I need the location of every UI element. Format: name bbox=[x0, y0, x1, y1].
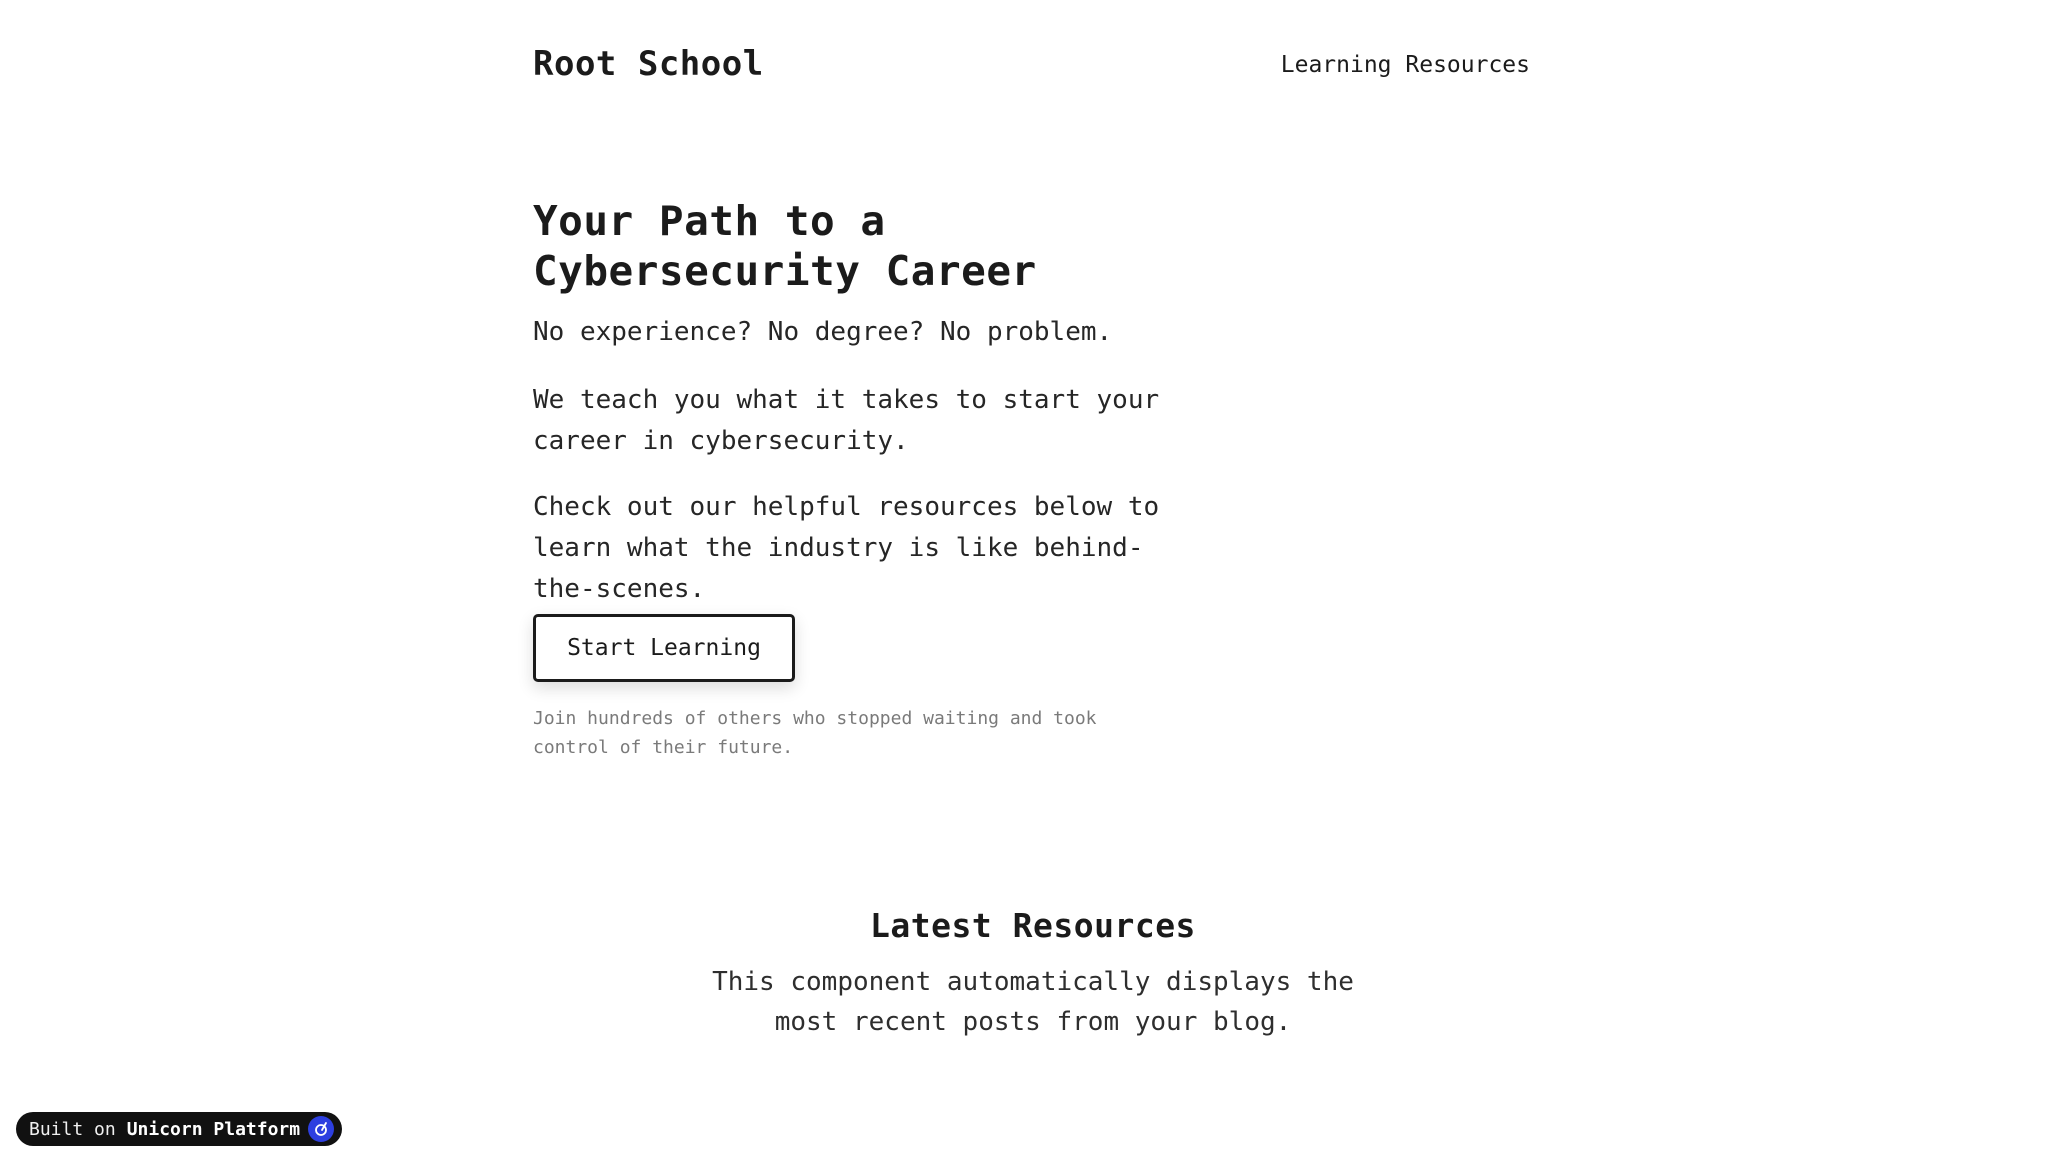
hero-description: We teach you what it takes to start your career in cybersecurity. bbox=[533, 385, 1160, 456]
latest-resources-section bbox=[533, 904, 1533, 1042]
hero-resources-text: Check out our helpful resources below to learn what the industry is like behind-the-scenes. bbox=[533, 492, 1160, 604]
latest-resources-subtitle: This component automatically displays the most recent posts from your blog. bbox=[712, 967, 1354, 1037]
hero-section bbox=[533, 196, 1223, 762]
built-on-unicorn-badge[interactable] bbox=[16, 1112, 342, 1146]
site-header bbox=[533, 44, 1533, 92]
hero-tagline: No experience? No degree? No problem. bbox=[533, 317, 1113, 347]
nav-link-learning-resources[interactable]: Learning Resources bbox=[1280, 52, 1530, 78]
hero-title: Your Path to a Cybersecurity Career bbox=[533, 197, 1037, 295]
latest-resources-title: Latest Resources bbox=[870, 906, 1196, 945]
site-logo-link[interactable]: Root School bbox=[533, 44, 764, 84]
badge-prefix: Built on bbox=[29, 1118, 116, 1140]
unicorn-platform-logo-icon bbox=[308, 1116, 334, 1142]
hero-social-proof: Join hundreds of others who stopped waiting and took control of their future. bbox=[533, 708, 1097, 758]
badge-brand: Unicorn Platform bbox=[126, 1118, 301, 1140]
start-learning-button[interactable]: Start Learning bbox=[533, 614, 795, 682]
